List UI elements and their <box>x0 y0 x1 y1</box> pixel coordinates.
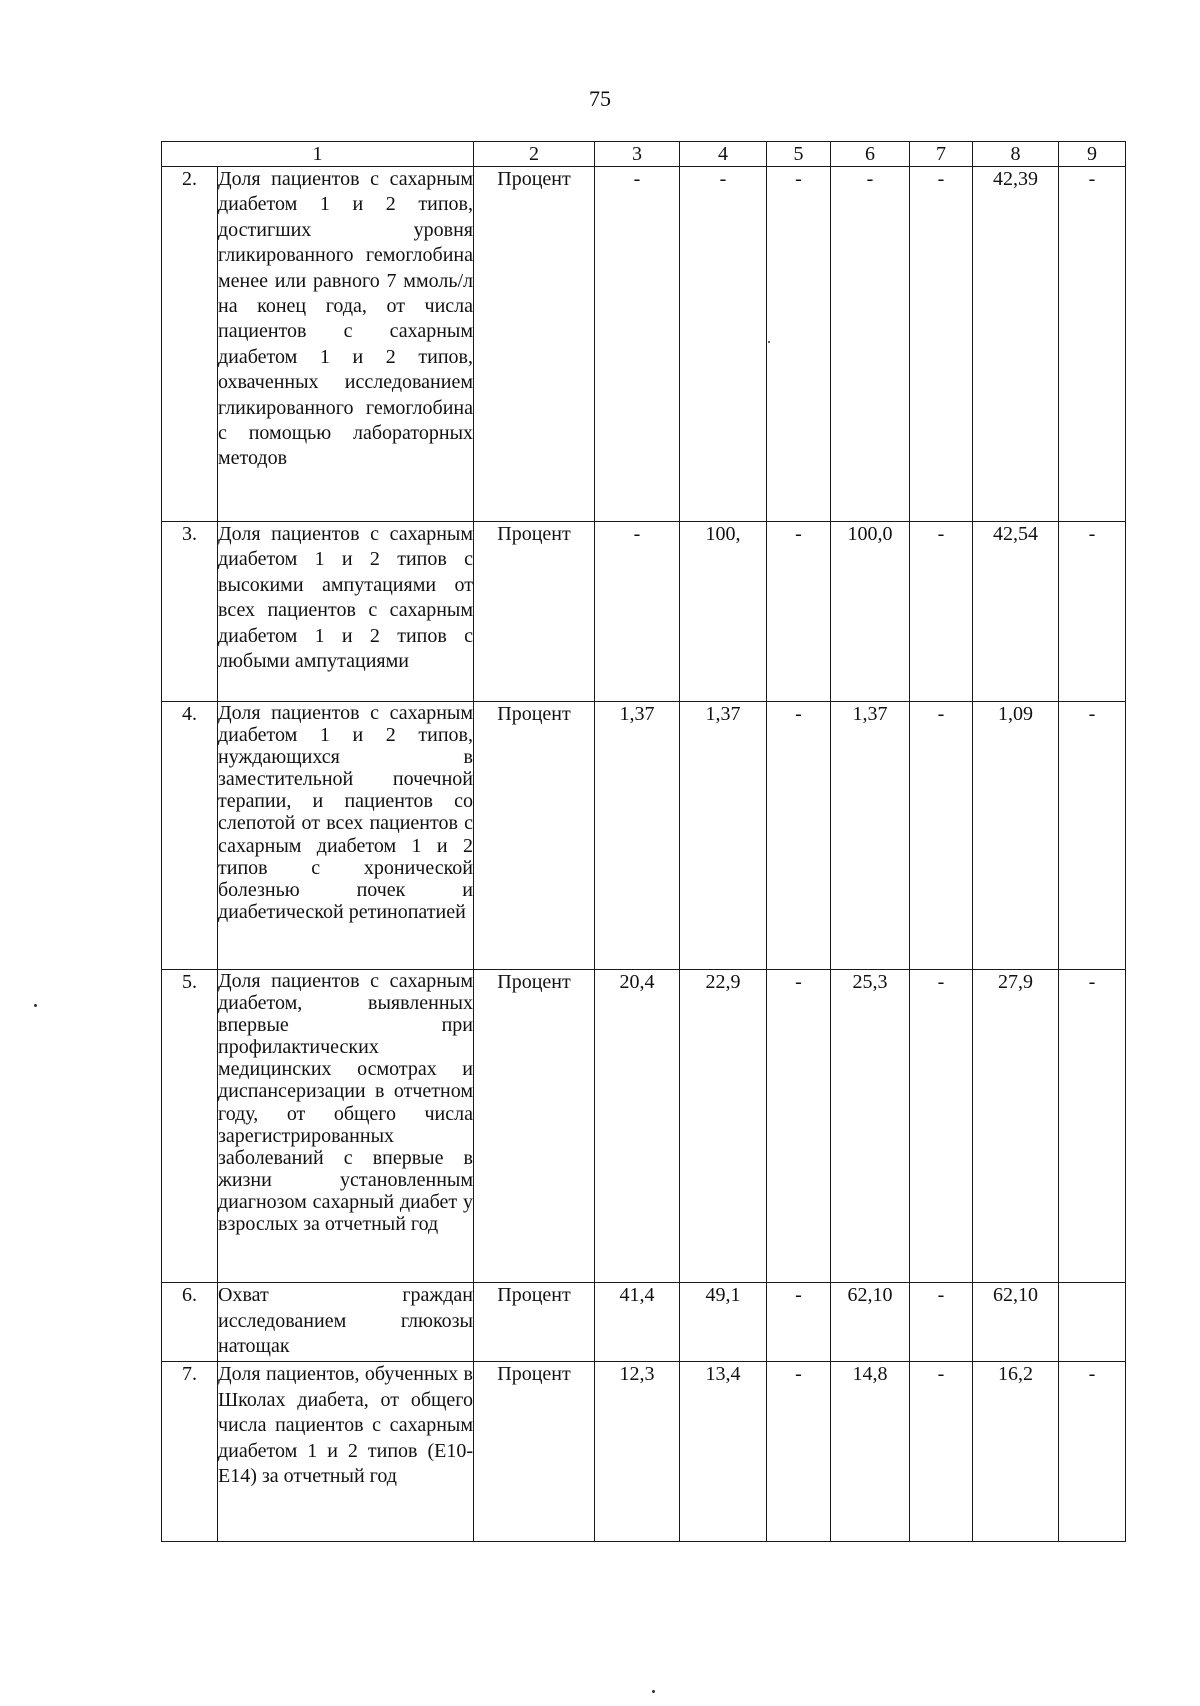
indicators-table <box>161 141 1126 1542</box>
page-number: 75 <box>589 86 611 111</box>
row-unit: Процент <box>474 522 595 702</box>
row-unit: Процент <box>474 702 595 970</box>
row-value-5: - <box>767 702 831 970</box>
scan-speck <box>34 1004 37 1007</box>
row-value-3: 1,37 <box>595 702 680 970</box>
header-cell-4: 4 <box>680 142 767 167</box>
row-value-9: - <box>1059 1362 1126 1542</box>
row-description: Доля пациентов с сахарным диабетом 1 и 2 типов с высокими ампутациями от всех пациентов с сахарным диабетом 1 и 2 типов с любыми ампутациями <box>218 522 474 702</box>
header-cell-1: 1 <box>162 142 474 167</box>
row-description: Охват граждан исследованием глюкозы натощак <box>218 1283 474 1362</box>
row-value-9: - <box>1059 970 1126 1283</box>
header-cell-5: 5 <box>767 142 831 167</box>
row-value-9 <box>1059 1283 1126 1362</box>
row-value-7: - <box>910 522 973 702</box>
row-value-3: 20,4 <box>595 970 680 1283</box>
row-value-5: - <box>767 1283 831 1362</box>
row-value-7: - <box>910 167 973 522</box>
row-value-4: 13,4 <box>680 1362 767 1542</box>
header-cell-3: 3 <box>595 142 680 167</box>
header-cell-8: 8 <box>973 142 1059 167</box>
header-row <box>162 142 1126 167</box>
header-cell-2: 2 <box>474 142 595 167</box>
row-number: 5. <box>162 970 218 1283</box>
row-description: Доля пациентов с сахарным диабетом, выявленных впервые при профилактических медицинских осмотрах и диспансеризации в отчетном году, от общего числа зарегистрированных заболеваний с впервые в жизни установленным диагнозом сахарный диабет у взрослых за отчетный год <box>218 970 474 1283</box>
row-value-6: 25,3 <box>831 970 910 1283</box>
table-row <box>162 1283 1126 1362</box>
row-unit: Процент <box>474 1283 595 1362</box>
row-value-4: 49,1 <box>680 1283 767 1362</box>
scan-speck <box>768 341 770 343</box>
row-value-5: - <box>767 1362 831 1542</box>
row-number: 3. <box>162 522 218 702</box>
header-cell-9: 9 <box>1059 142 1126 167</box>
row-value-7: - <box>910 1362 973 1542</box>
row-number: 6. <box>162 1283 218 1362</box>
table-row <box>162 167 1126 522</box>
row-value-3: 41,4 <box>595 1283 680 1362</box>
row-value-9: - <box>1059 702 1126 970</box>
row-value-9: - <box>1059 167 1126 522</box>
row-number: 4. <box>162 702 218 970</box>
header-cell-6: 6 <box>831 142 910 167</box>
row-description: Доля пациентов с сахарным диабетом 1 и 2 типов, нуждающихся в заместительной почечной терапии, и пациентов со слепотой от всех пациентов с сахарным диабетом 1 и 2 типов с хронической болезнью почек и диабетической ретинопатией <box>218 702 474 970</box>
row-unit: Процент <box>474 1362 595 1542</box>
row-value-5: - <box>767 522 831 702</box>
row-value-8: 27,9 <box>973 970 1059 1283</box>
row-value-8: 42,39 <box>973 167 1059 522</box>
row-value-6: 62,10 <box>831 1283 910 1362</box>
row-value-4: 1,37 <box>680 702 767 970</box>
row-description: Доля пациентов с сахарным диабетом 1 и 2 типов, достигших уровня гликированного гемоглобина менее или равного 7 ммоль/л на конец года, от числа пациентов с сахарным диабетом 1 и 2 типов, охваченных исследованием гликированного гемоглобина с помощью лабораторных методов <box>218 167 474 522</box>
row-description: Доля пациентов, обученных в Школах диабета, от общего числа пациентов с сахарным диабетом 1 и 2 типов (Е10-Е14) за отчетный год <box>218 1362 474 1542</box>
row-value-5: - <box>767 970 831 1283</box>
header-cell-7: 7 <box>910 142 973 167</box>
row-value-3: - <box>595 522 680 702</box>
row-value-8: 42,54 <box>973 522 1059 702</box>
row-value-3: 12,3 <box>595 1362 680 1542</box>
row-value-5: - <box>767 167 831 522</box>
scan-speck <box>652 1690 655 1693</box>
row-value-7: - <box>910 702 973 970</box>
row-value-7: - <box>910 970 973 1283</box>
table-row <box>162 1362 1126 1542</box>
row-number: 7. <box>162 1362 218 1542</box>
row-value-4: - <box>680 167 767 522</box>
row-value-9: - <box>1059 522 1126 702</box>
row-value-8: 62,10 <box>973 1283 1059 1362</box>
row-number: 2. <box>162 167 218 522</box>
row-value-7: - <box>910 1283 973 1362</box>
row-value-6: 14,8 <box>831 1362 910 1542</box>
row-value-6: 100,0 <box>831 522 910 702</box>
row-unit: Процент <box>474 970 595 1283</box>
row-value-6: - <box>831 167 910 522</box>
row-value-8: 1,09 <box>973 702 1059 970</box>
row-unit: Процент <box>474 167 595 522</box>
table-row <box>162 522 1126 702</box>
row-value-8: 16,2 <box>973 1362 1059 1542</box>
row-value-6: 1,37 <box>831 702 910 970</box>
table-row <box>162 702 1126 970</box>
row-value-4: 100, <box>680 522 767 702</box>
row-value-4: 22,9 <box>680 970 767 1283</box>
row-value-3: - <box>595 167 680 522</box>
table-row <box>162 970 1126 1283</box>
